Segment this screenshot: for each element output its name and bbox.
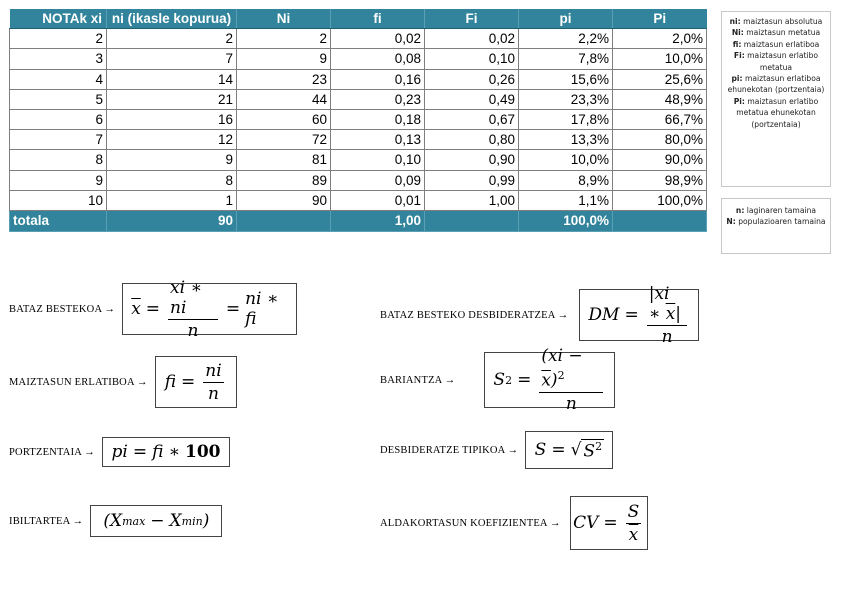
table-cell: 0,80 (425, 130, 519, 150)
table-cell: 2,0% (613, 29, 707, 49)
table-cell: 8,9% (519, 170, 613, 190)
table-cell: 8 (10, 150, 107, 170)
totals-Pi (613, 210, 707, 231)
table-cell: 90 (237, 190, 331, 210)
table-cell: 0,26 (425, 69, 519, 89)
table-cell: 100,0% (613, 190, 707, 210)
legend-key: Fi: (733, 51, 745, 61)
table-cell: 0,09 (331, 170, 425, 190)
table-cell: 2,2% (519, 29, 613, 49)
header-pi: pi (519, 9, 613, 29)
table-cell: 6 (10, 109, 107, 129)
table-cell: 0,67 (425, 109, 519, 129)
header-Fi: Fi (425, 9, 519, 29)
frequency-table (9, 9, 707, 232)
table-cell: 25,6% (613, 69, 707, 89)
legend-key: N: (726, 217, 736, 227)
header-fi: fi (331, 9, 425, 29)
totals-ni: 90 (107, 210, 237, 231)
table-header-row (10, 9, 707, 29)
formula-row-mean (9, 277, 297, 341)
formula-label-standard-deviation: DESBIDERATZE TIPIKOA → (380, 444, 519, 456)
table-cell: 0,02 (425, 29, 519, 49)
formula-row-coefficient-variation (380, 496, 648, 550)
legend-sample-definitions (721, 198, 831, 254)
legend-text: maiztasun absolutua (740, 17, 823, 26)
table-cell: 0,10 (331, 150, 425, 170)
legend-text: maiztasun erlatiboa ehunekotan (portzentaia) (727, 74, 825, 95)
table-cell: 1 (107, 190, 237, 210)
formula-row-range (9, 505, 222, 537)
table-cell: 21 (107, 89, 237, 109)
formula-label-range: IBILTARTEA → (9, 515, 84, 527)
table-cell: 3 (10, 49, 107, 69)
header-xi: NOTAk xi (10, 9, 107, 29)
table-cell: 60 (237, 109, 331, 129)
table-cell: 2 (237, 29, 331, 49)
formula-label-mean: BATAZ BESTEKOA → (9, 303, 116, 315)
formula-relative-frequency: fi = $\frac{ni}{n}$ (155, 356, 237, 408)
formula-row-relative-frequency (9, 356, 237, 408)
table-cell: 12 (107, 130, 237, 150)
legend-entry (722, 39, 830, 50)
header-Ni: Ni (237, 9, 331, 29)
table-row (10, 170, 707, 190)
formula-variance: S 2 = $\frac{(xi - \overline{x})^2}{n}$ (484, 352, 615, 408)
table-cell: 0,18 (331, 109, 425, 129)
table-cell: 0,23 (331, 89, 425, 109)
legend-text: populazioaren tamaina (735, 217, 826, 227)
table-cell: 1,1% (519, 190, 613, 210)
table-cell: 10,0% (613, 49, 707, 69)
formula-row-standard-deviation (380, 431, 613, 469)
table-cell: 9 (237, 49, 331, 69)
legend-entry (722, 50, 830, 73)
table-cell: 14 (107, 69, 237, 89)
legend-key: n: (735, 206, 745, 215)
table-cell: 5 (10, 89, 107, 109)
table-cell: 0,90 (425, 150, 519, 170)
table-cell: 0,13 (331, 130, 425, 150)
formula-mean: $\overline{x}$ = $\frac{xi ∗ ni}{n}$ = ni ∗ fi (122, 283, 297, 335)
table-cell: 2 (107, 29, 237, 49)
legend-entry (722, 73, 830, 96)
table-cell: 9 (10, 170, 107, 190)
formula-standard-deviation: S = √ $S^2$ (525, 431, 613, 469)
table-cell: 0,08 (331, 49, 425, 69)
table-cell: 90,0% (613, 150, 707, 170)
totals-pi: 100,0% (519, 210, 613, 231)
header-ni: ni (ikasle kopurua) (107, 9, 237, 29)
legend-text: maiztasun metatua (743, 28, 821, 38)
legend-entry (722, 96, 830, 130)
formula-label-percentage: PORTZENTAIA → (9, 446, 96, 458)
table-cell: 8 (107, 170, 237, 190)
table-row (10, 150, 707, 170)
table-cell: 48,9% (613, 89, 707, 109)
table-cell: 44 (237, 89, 331, 109)
formula-row-percentage (9, 437, 230, 467)
totals-label: totala (10, 210, 107, 231)
table-cell: 16 (107, 109, 237, 129)
table-cell: 7,8% (519, 49, 613, 69)
formula-row-variance (380, 346, 615, 414)
table-cell: 0,01 (331, 190, 425, 210)
table-cell: 7 (107, 49, 237, 69)
legend-entry (722, 216, 830, 227)
totals-Fi (425, 210, 519, 231)
table-row (10, 109, 707, 129)
formula-percentage: pi = fi ∗ 100 (102, 437, 230, 467)
legend-entry (722, 205, 830, 216)
formula-mean-deviation: DM = $\frac{|xi ∗ \overline{x}|}{n}$ (579, 289, 699, 341)
formula-coefficient-variation: CV = $\frac{S}{x}$ (570, 496, 648, 550)
table-cell: 17,8% (519, 109, 613, 129)
legend-text: laginaren tamaina (744, 206, 817, 215)
formula-label-relative-frequency: MAIZTASUN ERLATIBOA → (9, 376, 148, 388)
legend-key: fi: (732, 39, 742, 49)
table-cell: 2 (10, 29, 107, 49)
table-cell: 80,0% (613, 130, 707, 150)
legend-frequency-definitions (721, 11, 831, 187)
legend-key: Pi: (733, 96, 745, 106)
totals-Ni (237, 210, 331, 231)
totals-fi: 1,00 (331, 210, 425, 231)
table-cell: 10 (10, 190, 107, 210)
table-cell: 0,16 (331, 69, 425, 89)
legend-text: maiztasun erlatibo metatua (744, 51, 819, 72)
table-row (10, 130, 707, 150)
legend-key: pi: (731, 74, 743, 84)
table-cell: 72 (237, 130, 331, 150)
legend-text: maiztasun erlatibo metatua ehunekotan (portzentaia) (736, 96, 819, 129)
table-cell: 98,9% (613, 170, 707, 190)
table-cell: 15,6% (519, 69, 613, 89)
table-row (10, 69, 707, 89)
table-cell: 0,99 (425, 170, 519, 190)
table-cell: 0,49 (425, 89, 519, 109)
table-cell: 23,3% (519, 89, 613, 109)
legend-key: ni: (729, 17, 741, 26)
formula-range: (X max − X min ) (90, 505, 222, 537)
table-row (10, 29, 707, 49)
legend-entry (722, 16, 830, 27)
table-cell: 23 (237, 69, 331, 89)
table-cell: 0,02 (331, 29, 425, 49)
table-cell: 81 (237, 150, 331, 170)
table-cell: 89 (237, 170, 331, 190)
table-row (10, 49, 707, 69)
table-row (10, 89, 707, 109)
table-cell: 1,00 (425, 190, 519, 210)
formula-label-variance: BARIANTZA → (380, 374, 456, 386)
legend-entry (722, 27, 830, 38)
totals-row (10, 210, 707, 231)
legend-text: maiztasun erlatiboa (741, 39, 820, 49)
table-cell: 7 (10, 130, 107, 150)
formula-label-mean-deviation: BATAZ BESTEKO DESBIDERATZEA → (380, 309, 569, 321)
legend-key: Ni: (731, 28, 744, 38)
table-cell: 9 (107, 150, 237, 170)
table-cell: 13,3% (519, 130, 613, 150)
formula-row-mean-deviation (380, 283, 699, 347)
table-cell: 0,10 (425, 49, 519, 69)
table-cell: 4 (10, 69, 107, 89)
table-row (10, 190, 707, 210)
header-Pi: Pi (613, 9, 707, 29)
formula-label-coefficient-variation: ALDAKORTASUN KOEFIZIENTEA → (380, 517, 561, 529)
table-cell: 10,0% (519, 150, 613, 170)
table-cell: 66,7% (613, 109, 707, 129)
